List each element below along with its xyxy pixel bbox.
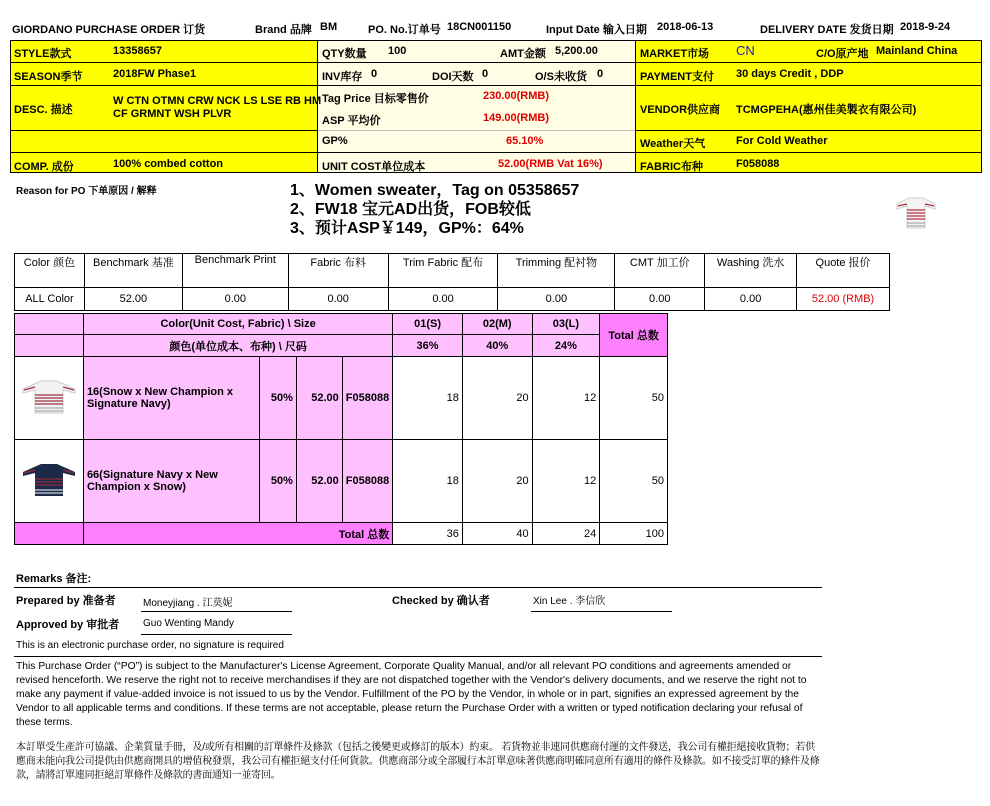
cost-cell: 0.00	[615, 288, 705, 311]
po-label: PO. No.订单号	[368, 24, 441, 36]
unit-cost-value: 52.00(RMB Vat 16%)	[498, 158, 603, 170]
cost-header: Benchmark Print	[182, 254, 288, 288]
asp-value: 149.00(RMB)	[483, 112, 550, 124]
cost-cell: 52.00	[84, 288, 182, 311]
cost-cell: 0.00	[705, 288, 797, 311]
terms-english: This Purchase Order (“PO”) is subject to the Manufacturer's License Agreement, Corporate Quality Manual, and/or all relevant PO conditions and agreements amended or revised henceforth. We reserve the right not to receive merchandises if they are not dispatched together with the Vendor's delivery documents, and we reserve the right not to make any payment if value-added invoice is not issued to us by the Vendor. Fulfillment of the PO by the Vendor, in whole or in part, signifies an expressed agreement by the Vendor to all applicable terms and conditions. If these terms are not acceptable, please return the Purchase Order with a written or typed notification declaring your refusal of these terms.	[16, 661, 807, 728]
inv-label: INV库存	[322, 71, 363, 83]
market-value: CN	[736, 43, 755, 58]
document-title: GIORDANO PURCHASE ORDER 订货	[12, 24, 206, 36]
color-cost: 52.00	[296, 357, 342, 440]
color-cost: 52.00	[296, 440, 342, 523]
size-total: 24	[532, 523, 600, 545]
inv-value: 0	[371, 68, 378, 80]
season-value: 2018FW Phase1	[113, 68, 197, 80]
size-total: 36	[393, 523, 463, 545]
doi-label: DOI天数	[432, 71, 474, 83]
size-header-en: Color(Unit Cost, Fabric) \ Size	[83, 314, 392, 335]
origin-value: Mainland China	[876, 45, 958, 57]
approved-label: Approved by 审批者	[16, 619, 120, 631]
vendor-label: VENDOR供应商	[640, 104, 721, 116]
row-total: 50	[600, 357, 668, 440]
brand-value: BM	[320, 21, 338, 33]
cost-cell: 0.00	[182, 288, 288, 311]
market-label: MARKET市场	[640, 48, 710, 60]
size-header-zh: 颜色(单位成本、布种) \ 尺码	[83, 335, 392, 357]
sweater-image	[21, 379, 77, 415]
delivery-date-label: DELIVERY DATE 发货日期	[760, 24, 894, 36]
qty-cell: 20	[462, 357, 532, 440]
reason-line: 2、FW18 宝元AD出货，FOB较低	[290, 201, 531, 218]
qty-cell: 20	[462, 440, 532, 523]
color-thumbnail	[15, 440, 84, 523]
size-ratio: 36%	[393, 335, 463, 357]
cost-cell: 0.00	[388, 288, 498, 311]
size-total: 40	[462, 523, 532, 545]
input-date-label: Input Date 输入日期	[546, 24, 647, 36]
approved-value: Guo Wenting Mandy	[143, 618, 234, 629]
cost-header: Fabric 布料	[288, 254, 388, 288]
table-row	[15, 357, 668, 440]
gp-value: 65.10%	[506, 135, 544, 147]
cost-cell: 0.00	[288, 288, 388, 311]
cost-cell-quote: 52.00 (RMB)	[797, 288, 890, 311]
qty-cell: 12	[532, 357, 600, 440]
amt-label: AMT金额	[500, 48, 546, 60]
comp-value: 100% combed cotton	[113, 158, 224, 170]
style-label: STYLE款式	[14, 48, 72, 60]
payment-value: 30 days Credit , DDP	[736, 68, 844, 80]
desc-label: DESC. 描述	[14, 104, 73, 116]
cost-header: Trimming 配衬物	[498, 254, 615, 288]
origin-label: C/O原产地	[816, 48, 869, 60]
size-header: 01(S)	[393, 314, 463, 335]
qty-label: QTY数量	[322, 48, 367, 60]
size-ratio: 40%	[462, 335, 532, 357]
payment-label: PAYMENT支付	[640, 71, 714, 83]
prepared-value: Moneyjiang . 江莫妮	[143, 598, 233, 609]
total-header: Total 总数	[600, 314, 668, 357]
delivery-date-value: 2018-9-24	[900, 21, 951, 33]
sweater-image	[895, 196, 937, 230]
cost-header: Quote 报价	[797, 254, 890, 288]
os-label: O/S未收货	[535, 71, 587, 83]
reason-line: 1、Women sweater，Tag on 05358657	[290, 182, 580, 199]
reason-label: Reason for PO 下单原因 / 解释	[16, 186, 157, 197]
reason-lines	[290, 181, 579, 238]
tag-price-value: 230.00(RMB)	[483, 90, 550, 102]
remarks-label: Remarks 备注:	[16, 573, 92, 585]
color-name: 66(Signature Navy x New Champion x Snow)	[83, 440, 259, 523]
season-label: SEASON季节	[14, 71, 83, 83]
size-header: 02(M)	[462, 314, 532, 335]
cost-header: Benchmark 基准	[84, 254, 182, 288]
cost-header: Trim Fabric 配布	[388, 254, 498, 288]
desc-line1: W CTN OTMN CRW NCK LS LSE RB HM	[113, 95, 322, 107]
checked-label: Checked by 确认者	[392, 595, 490, 607]
checked-value: Xin Lee . 李信欣	[533, 596, 606, 607]
desc-line2: CF GRMNT WSH PLVR	[113, 108, 232, 120]
doi-value: 0	[482, 68, 489, 80]
weather-value: For Cold Weather	[736, 135, 828, 147]
fabric-value: F058088	[736, 158, 780, 170]
reason-line: 3、预计ASP￥149，GP%：64%	[290, 220, 524, 237]
grand-total: 100	[600, 523, 668, 545]
qty-cell: 18	[393, 440, 463, 523]
gp-label: GP%	[322, 135, 348, 147]
vendor-value: TCMGPEHA(惠州佳美製衣有限公司)	[736, 104, 917, 116]
style-value: 13358657	[113, 45, 162, 57]
color-pct: 50%	[259, 357, 296, 440]
qty-cell: 12	[532, 440, 600, 523]
tag-price-label: Tag Price 目标零售价	[322, 93, 429, 105]
cost-header: CMT 加工价	[615, 254, 705, 288]
input-date-value: 2018-06-13	[657, 21, 714, 33]
row-total: 50	[600, 440, 668, 523]
cost-cell: 0.00	[498, 288, 615, 311]
comp-label: COMP. 成份	[14, 161, 74, 173]
os-value: 0	[597, 68, 604, 80]
cost-header: Washing 洗水	[705, 254, 797, 288]
terms-chinese: 本訂單受生產許可協議、企業質量手冊，及/或所有相關的訂單條件及條款（包括之後變更或修訂的版本）約束。 若貨物並非連同供應商付運的文件發送，我公司有權拒絕接收貨物；若供應商未能向我公司提供由供應商開具的增值稅發票，我公司有權拒絕支付任何貨款。供應商部分或全部履行本訂單意味著供應商明確同意所有適用的條件及條款。如不接受訂單的條件及條款，請將訂單連同拒絕訂單條件及條款的書面通知一並寄回。	[16, 742, 820, 781]
color-fabric: F058088	[342, 440, 392, 523]
size-table	[14, 313, 668, 545]
electronic-note: This is an electronic purchase order, no signature is required	[16, 640, 284, 651]
total-row-label: Total 总数	[83, 523, 392, 545]
color-thumbnail	[15, 357, 84, 440]
qty-value: 100	[388, 45, 407, 57]
color-pct: 50%	[259, 440, 296, 523]
fabric-label: FABRIC布种	[640, 161, 703, 173]
color-name: 16(Snow x New Champion x Signature Navy)	[83, 357, 259, 440]
asp-label: ASP 平均价	[322, 115, 381, 127]
cost-table	[14, 253, 890, 311]
qty-cell: 18	[393, 357, 463, 440]
sweater-image	[21, 462, 77, 498]
brand-label: Brand 品牌	[255, 24, 312, 36]
size-ratio: 24%	[532, 335, 600, 357]
amt-value: 5,200.00	[555, 45, 598, 57]
color-fabric: F058088	[342, 357, 392, 440]
weather-label: Weather天气	[640, 138, 706, 150]
cost-header: Color 颜色	[15, 254, 85, 288]
unit-cost-label: UNIT COST单位成本	[322, 161, 426, 173]
po-value: 18CN001150	[447, 21, 512, 33]
prepared-label: Prepared by 准备者	[16, 595, 116, 607]
table-row	[15, 440, 668, 523]
cost-cell: ALL Color	[15, 288, 85, 311]
size-header: 03(L)	[532, 314, 600, 335]
